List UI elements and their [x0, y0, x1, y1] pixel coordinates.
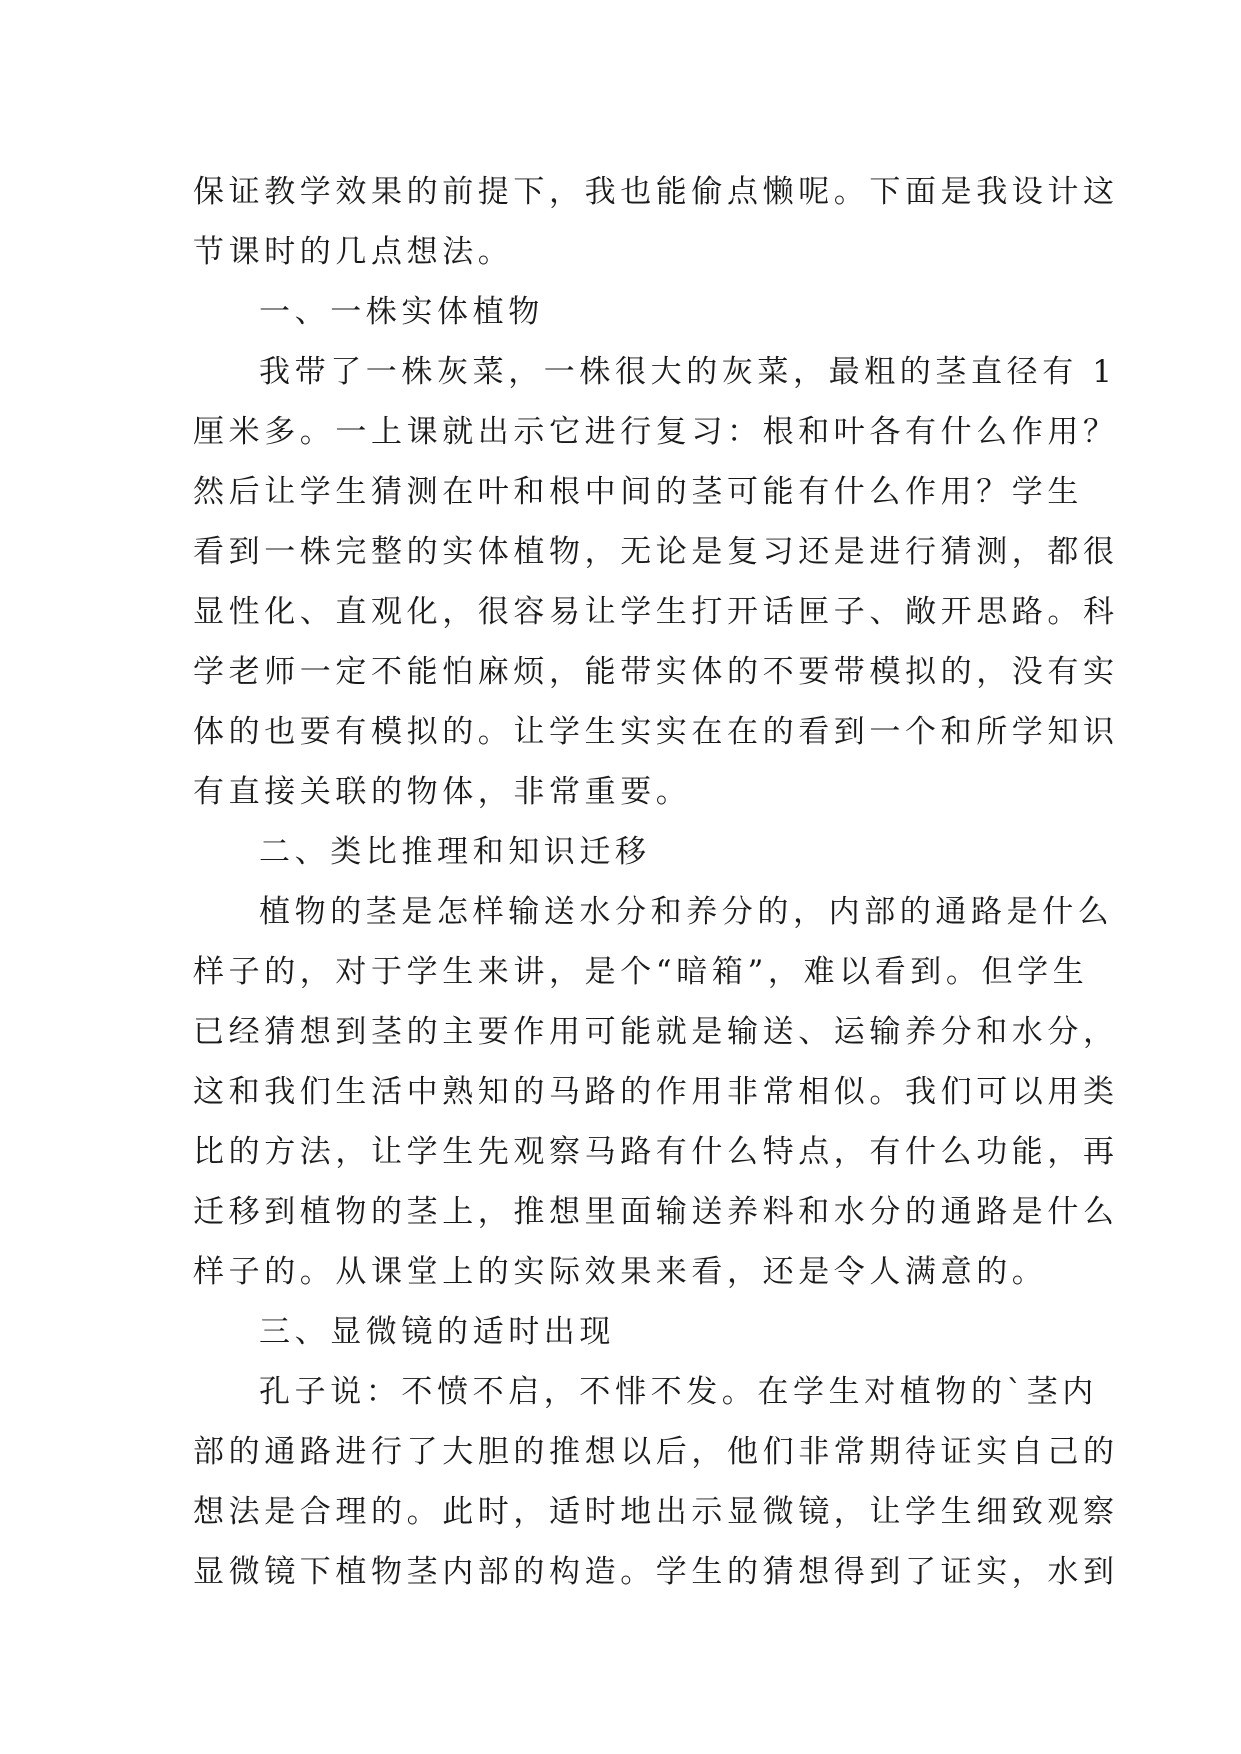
document-body — [193, 162, 1119, 1602]
text-line: 看到一株完整的实体植物，无论是复习还是进行猜测，都很 — [193, 534, 1119, 570]
text-line: 想法是合理的。此时，适时地出示显微镜，让学生细致观察 — [193, 1494, 1119, 1530]
section-heading-2: 二、类比推理和知识迁移 — [259, 834, 651, 870]
text-line: 显微镜下植物茎内部的构造。学生的猜想得到了证实，水到 — [193, 1554, 1119, 1590]
text-line: 厘米多。一上课就出示它进行复习：根和叶各有什么作用？ — [193, 414, 1119, 450]
text-line: 样子的。从课堂上的实际效果来看，还是令人满意的。 — [193, 1254, 1048, 1290]
text-line: 部的通路进行了大胆的推想以后，他们非常期待证实自己的 — [193, 1434, 1119, 1470]
text-line: 迁移到植物的茎上，推想里面输送养料和水分的通路是什么 — [193, 1194, 1119, 1230]
section-heading-1: 一、一株实体植物 — [259, 294, 544, 330]
text-line: 体的也要有模拟的。让学生实实在在的看到一个和所学知识 — [193, 714, 1119, 750]
text-line: 学老师一定不能怕麻烦，能带实体的不要带模拟的，没有实 — [193, 654, 1119, 690]
text-line: 样子的，对于学生来讲，是个“暗箱”，难以看到。但学生 — [193, 954, 1089, 990]
text-line: 比的方法，让学生先观察马路有什么特点，有什么功能，再 — [193, 1134, 1119, 1170]
text-line: 保证教学效果的前提下，我也能偷点懒呢。下面是我设计这 — [193, 174, 1119, 210]
text-line: 节课时的几点想法。 — [193, 234, 514, 270]
section-heading-3: 三、显微镜的适时出现 — [259, 1314, 615, 1350]
text-line: 我带了一株灰菜，一株很大的灰菜，最粗的茎直径有 1 — [259, 354, 1117, 390]
text-line: 这和我们生活中熟知的马路的作用非常相似。我们可以用类 — [193, 1074, 1119, 1110]
text-line: 有直接关联的物体，非常重要。 — [193, 774, 692, 810]
text-line: 然后让学生猜测在叶和根中间的茎可能有什么作用？学生 — [193, 474, 1083, 510]
text-line: 已经猜想到茎的主要作用可能就是输送、运输养分和水分， — [193, 1014, 1119, 1050]
text-line: 植物的茎是怎样输送水分和养分的，内部的通路是什么 — [259, 894, 1114, 930]
text-line: 显性化、直观化，很容易让学生打开话匣子、敞开思路。科 — [193, 594, 1119, 630]
text-line: 孔子说：不愤不启，不悱不发。在学生对植物的`茎内 — [259, 1374, 1098, 1410]
